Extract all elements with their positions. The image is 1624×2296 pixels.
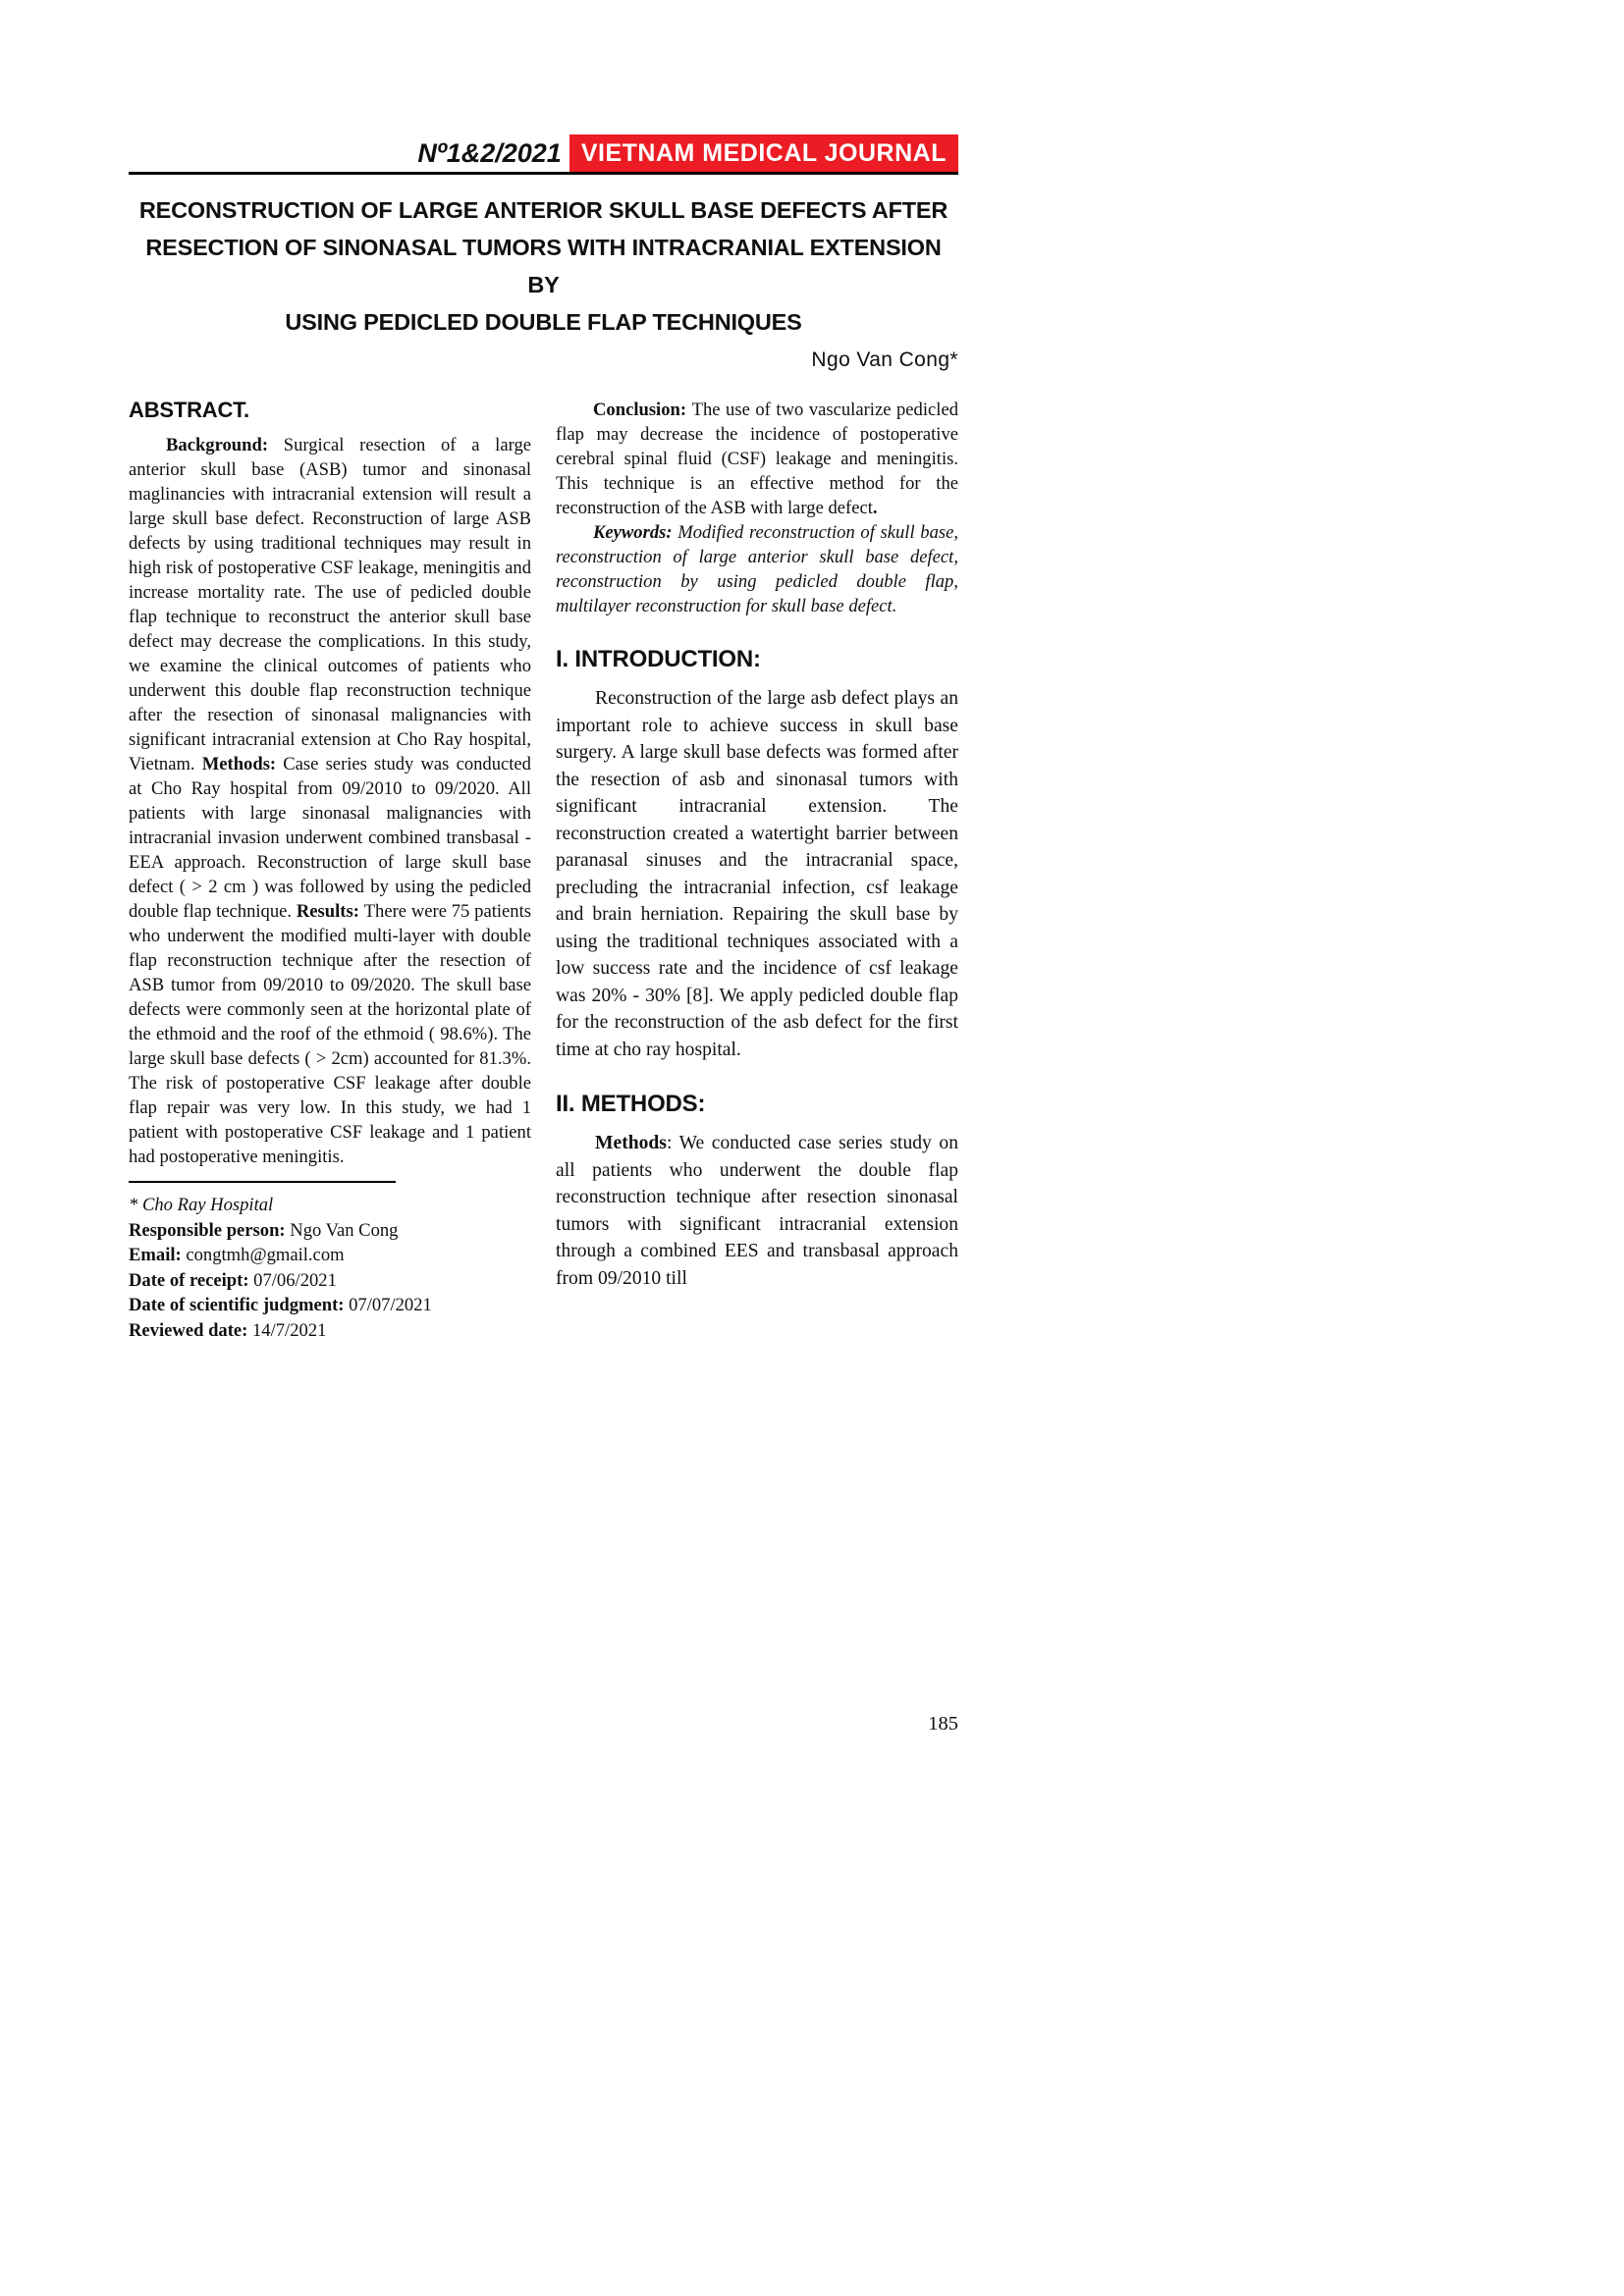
text-segment: congtmh@gmail.com xyxy=(186,1245,345,1265)
keywords-paragraph xyxy=(556,520,958,618)
two-column-body xyxy=(129,398,958,1343)
journal-header xyxy=(129,134,958,175)
text-segment: Keywords: xyxy=(593,522,678,543)
date-of-receipt-line xyxy=(129,1268,531,1294)
text-segment: The use of two vascularize pedicled flap may decrease the incidence of postoperative cerebral spinal fluid (CSF) leakage and meningitis. This technique is an effective method for the reconstruction of the ASB with large defect xyxy=(556,400,958,518)
paper-title xyxy=(129,191,958,341)
author-byline: Ngo Van Cong* xyxy=(811,348,958,371)
journal-issue: Nº1&2/2021 xyxy=(417,138,562,168)
text-segment: Methods: xyxy=(201,754,284,774)
methods-heading: II. METHODS: xyxy=(556,1091,706,1117)
right-column xyxy=(556,398,958,1292)
date-of-judgment-line xyxy=(129,1293,531,1318)
text-segment: Methods xyxy=(595,1133,667,1153)
text-segment: Date of receipt: xyxy=(129,1269,254,1291)
title-line: RESECTION OF SINONASAL TUMORS WITH INTRACRANIAL EXTENSION BY xyxy=(145,235,942,297)
page-content xyxy=(129,134,958,1343)
footnote-lines xyxy=(129,1193,531,1343)
text-segment: Responsible person: xyxy=(129,1219,291,1241)
text-segment: Conclusion: xyxy=(593,400,692,420)
responsible-person-line xyxy=(129,1218,531,1244)
text-segment: Results: xyxy=(296,901,364,922)
text-segment: Reconstruction of the large asb defect plays an important role to achieve success in skull base surgery. A large skull base defects was formed after the resection of asb and sinonasal tumors with significant intracranial extension. The reconstruction created a watertight barrier between paranasal sinuses and the intracranial space, precluding the intracranial infection, csf leakage and brain herniation. Repairing the skull base by using the traditional techniques associated with a low success rate and the incidence of csf leakage was 20% - 30% [8]. We apply pedicled double flap for the reconstruction of the asb defect for the first time at cho ray hospital. xyxy=(556,688,958,1060)
text-segment: Modified reconstruction of skull base, reconstruction of large anterior skull base defect, reconstruction by using pedicled double flap, multilayer reconstruction for skull base defect. xyxy=(556,522,958,616)
email-line xyxy=(129,1243,531,1268)
text-segment: 07/06/2021 xyxy=(253,1269,337,1291)
text-segment: : We conducted case series study on all patients who underwent the double flap reconstruction technique after resection sinonasal tumors with significant intracranial extension through a combined EES and transbasal approach from 09/2010 till xyxy=(556,1133,958,1289)
footnote-rule xyxy=(129,1181,396,1183)
conclusion-paragraph xyxy=(556,398,958,520)
abstract-paragraph xyxy=(129,433,531,1169)
text-segment: Surgical resection of a large anterior skull base (ASB) tumor and sinonasal maglinancies with intracranial extension will result a large skull base defect. Reconstruction of large ASB defects by using traditional techniques may result in high risk of postoperative CSF leakage, meningitis and increase mortality rate. The use of pedicled double flap technique to reconstruct the anterior skull base defect may decrease the complications. In this study, we examine the clinical outcomes of patients who underwent this double flap reconstruction technique after the resection of sinonasal malignancies with significant intracranial extension at Cho Ray hospital, Vietnam. xyxy=(129,435,532,774)
title-line: RECONSTRUCTION OF LARGE ANTERIOR SKULL BASE DEFECTS AFTER xyxy=(138,197,948,223)
left-column-blocks xyxy=(129,398,531,1169)
introduction-heading: I. INTRODUCTION: xyxy=(556,646,761,672)
reviewed-date-line xyxy=(129,1318,531,1344)
title-line: USING PEDICLED DOUBLE FLAP TECHNIQUES xyxy=(285,309,802,335)
left-column xyxy=(129,398,531,1343)
text-segment: 14/7/2021 xyxy=(252,1319,327,1341)
text-segment: * Cho Ray Hospital xyxy=(129,1195,274,1215)
right-column-blocks xyxy=(556,398,958,1292)
text-segment: Date of scientific judgment: xyxy=(129,1295,350,1315)
text-segment: Ngo Van Cong xyxy=(290,1219,399,1241)
text-segment: . xyxy=(872,498,878,518)
page-number: 185 xyxy=(928,1713,958,1735)
text-segment: Email: xyxy=(129,1245,187,1265)
text-segment: There were 75 patients who underwent the modified multi-layer with double flap reconstruction technique after the resection of ASB tumor from 09/2010 to 09/2020. The skull base defects were commonly seen at the horizontal plate of the ethmoid and the roof of the ethmoid ( 98.6%). The large skull base defects ( > 2cm) accounted for 81.3%. The risk of postoperative CSF leakage after double flap repair was very low. In this study, we had 1 patient with postoperative CSF leakage and 1 patient had postoperative meningitis. xyxy=(129,901,531,1167)
footnote xyxy=(129,1181,531,1343)
introduction-paragraph xyxy=(556,685,958,1063)
text-segment: Reviewed date: xyxy=(129,1319,252,1341)
methods-paragraph xyxy=(556,1130,958,1292)
text-segment: 07/07/2021 xyxy=(349,1295,432,1315)
journal-title-badge: VIETNAM MEDICAL JOURNAL xyxy=(569,134,958,172)
text-segment: Case series study was conducted at Cho Ray hospital from 09/2010 to 09/2020. All patients with large sinonasal malignancies with intracranial invasion underwent combined transbasal - EEA approach. Reconstruction of large skull base defect ( > 2 cm ) was followed by using the pedicled double flap technique. xyxy=(129,754,531,922)
abstract-heading: ABSTRACT. xyxy=(129,398,249,422)
affiliation-note xyxy=(129,1193,531,1218)
text-segment: Background: xyxy=(166,435,284,455)
